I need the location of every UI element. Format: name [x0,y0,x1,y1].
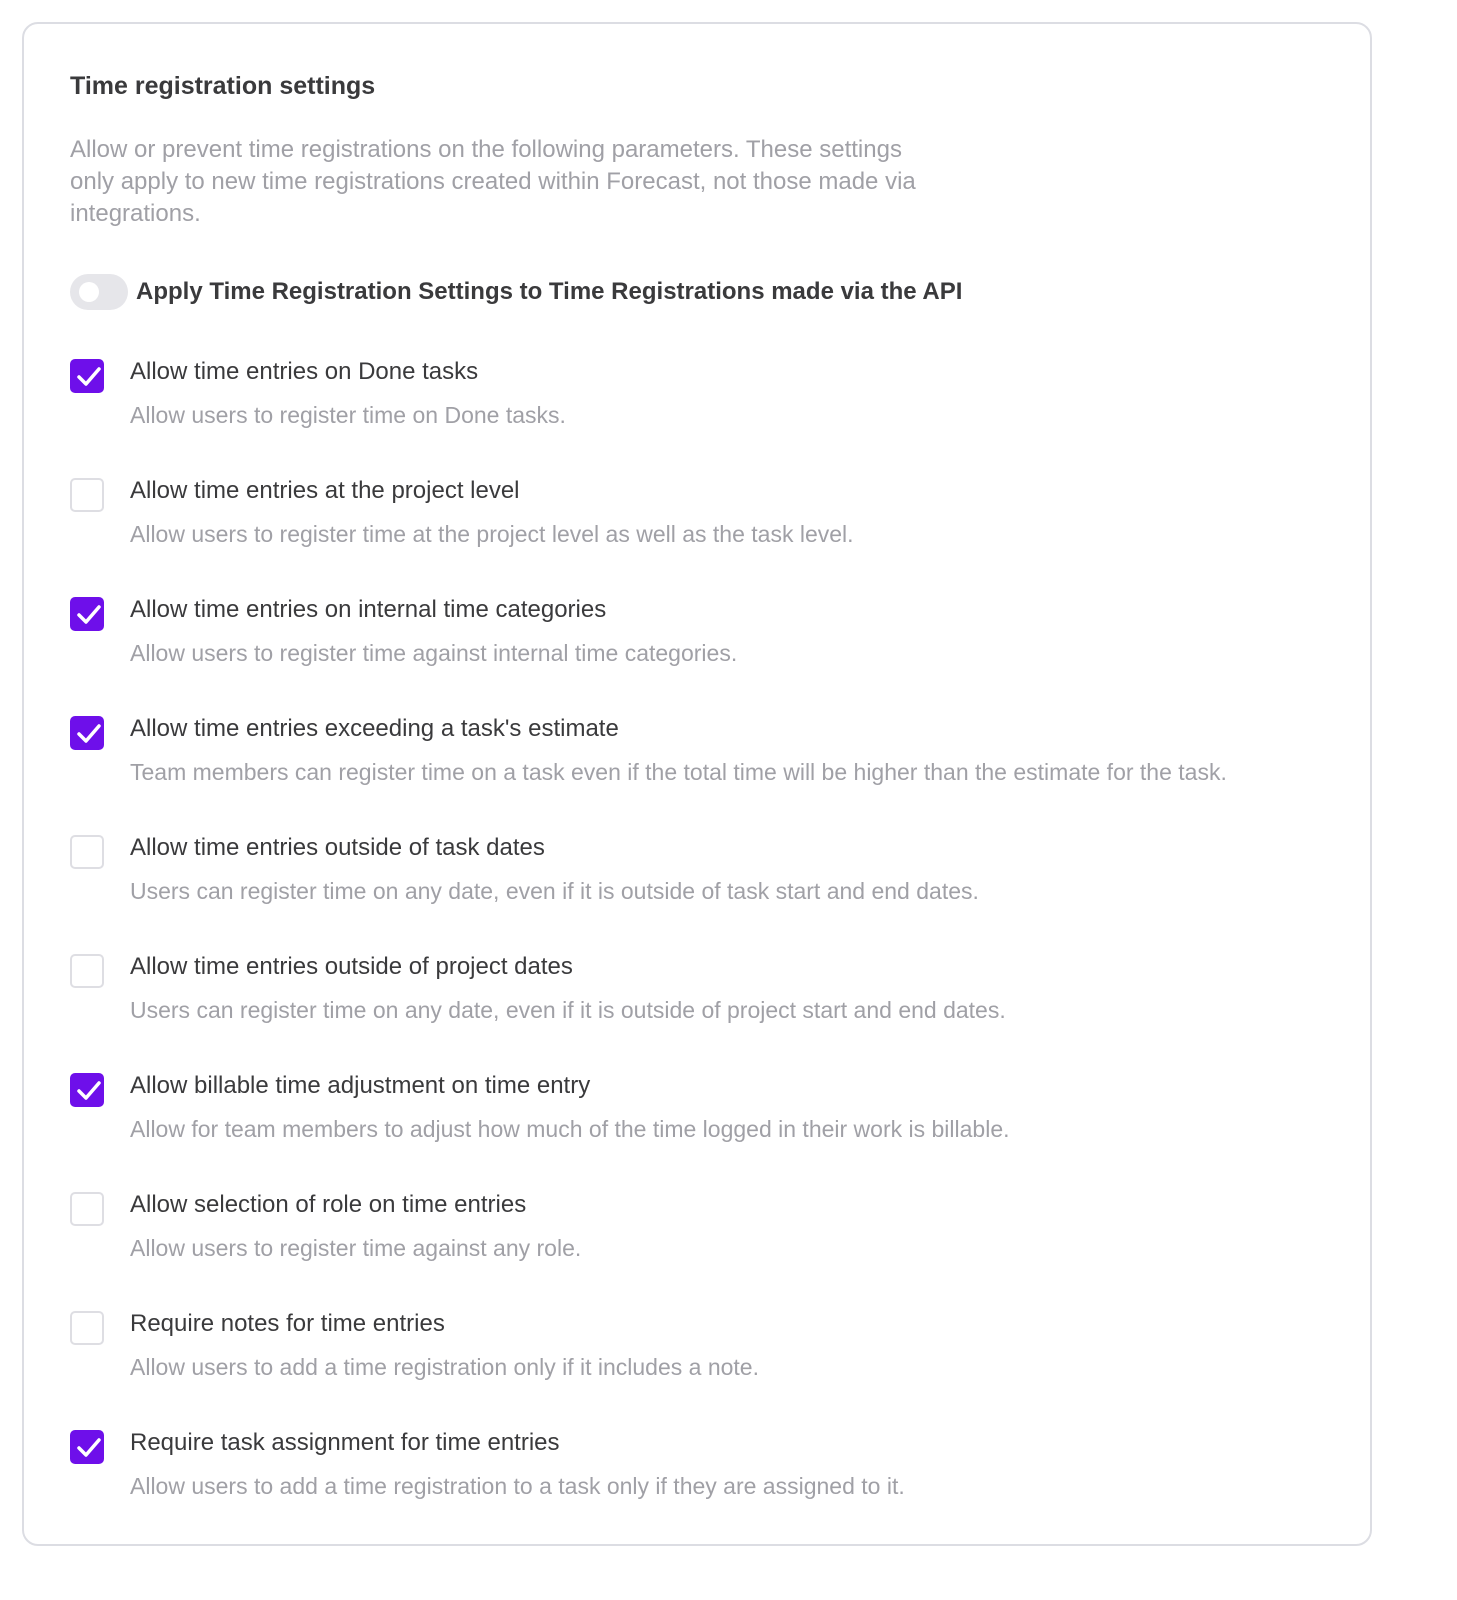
api-toggle-row [70,274,962,310]
option-internal-time-categories [70,592,1350,711]
option-title: Allow selection of role on time entries [130,1191,527,1218]
checkbox[interactable] [70,359,104,393]
option-title: Allow time entries on internal time categories [130,596,607,623]
checkmark-icon [76,1437,102,1459]
option-role-selection [70,1187,1350,1306]
option-done-tasks [70,354,1350,473]
checkbox[interactable] [70,597,104,631]
option-title: Allow time entries outside of task dates [130,834,545,861]
checkbox[interactable] [70,954,104,988]
option-title: Allow time entries outside of project dates [130,953,573,980]
option-require-task-assignment [70,1425,1350,1544]
option-description: Users can register time on any date, even if it is outside of project start and end dates. [130,997,1006,1023]
api-settings-toggle[interactable] [70,274,128,310]
option-outside-task-dates [70,830,1350,949]
option-description: Allow for team members to adjust how much of the time logged in their work is billable. [130,1116,1010,1142]
option-outside-project-dates [70,949,1350,1068]
option-project-level [70,473,1350,592]
checkbox[interactable] [70,1311,104,1345]
option-description: Team members can register time on a task even if the total time will be higher than the estimate for the task. [130,759,1227,785]
checkmark-icon [76,604,102,626]
card-description: Allow or prevent time registrations on the following parameters. These settings only apply to new time registrations created within Forecast, not those made via integrations. [70,136,916,227]
card-title: Time registration settings [70,72,376,100]
toggle-knob [79,282,99,302]
option-title: Allow time entries at the project level [130,477,520,504]
option-description: Allow users to register time on Done tasks. [130,402,566,428]
option-title: Require task assignment for time entries [130,1429,560,1456]
option-title: Require notes for time entries [130,1310,445,1337]
checkmark-icon [76,366,102,388]
checkbox[interactable] [70,716,104,750]
option-description: Allow users to register time against internal time categories. [130,640,738,666]
option-billable-adjustment [70,1068,1350,1187]
time-registration-settings-card [22,22,1372,1546]
option-description: Allow users to register time at the project level as well as the task level. [130,521,854,547]
checkmark-icon [76,723,102,745]
checkbox[interactable] [70,1073,104,1107]
option-description: Allow users to add a time registration only if it includes a note. [130,1354,759,1380]
checkbox[interactable] [70,478,104,512]
checkbox[interactable] [70,1192,104,1226]
option-exceeding-estimate [70,711,1350,830]
checkmark-icon [76,1080,102,1102]
checkbox[interactable] [70,835,104,869]
option-title: Allow time entries exceeding a task's estimate [130,715,619,742]
api-toggle-label: Apply Time Registration Settings to Time Registrations made via the API [136,278,963,305]
settings-options-list [70,354,1350,1544]
option-description: Users can register time on any date, even if it is outside of task start and end dates. [130,878,979,904]
option-title: Allow time entries on Done tasks [130,358,479,385]
option-description: Allow users to register time against any role. [130,1235,582,1261]
option-require-notes [70,1306,1350,1425]
option-description: Allow users to add a time registration to a task only if they are assigned to it. [130,1473,905,1499]
checkbox[interactable] [70,1430,104,1464]
option-title: Allow billable time adjustment on time entry [130,1072,591,1099]
